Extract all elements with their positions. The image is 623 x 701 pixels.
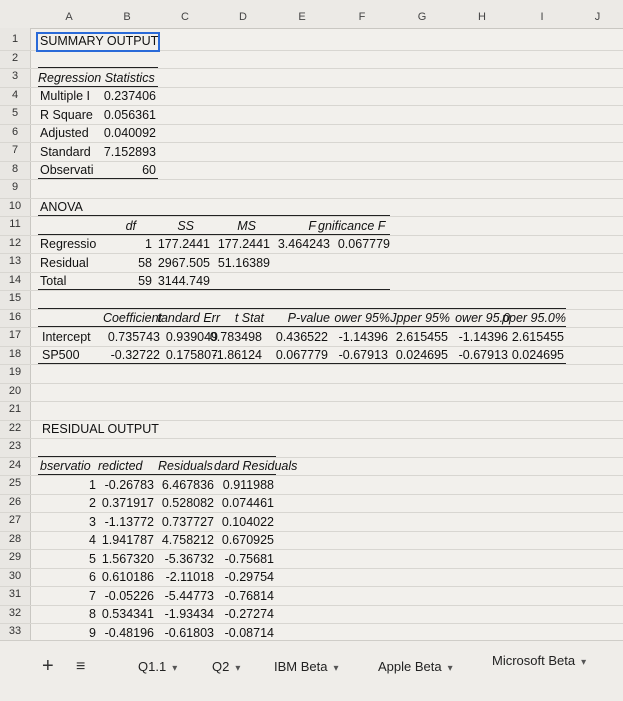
anova-header: F bbox=[308, 218, 316, 233]
row-header-21[interactable]: 21 bbox=[8, 403, 22, 415]
residual-observation: 4 bbox=[89, 533, 96, 547]
row-gridline bbox=[0, 87, 623, 88]
column-header-c[interactable]: C bbox=[181, 11, 189, 23]
add-sheet-button[interactable]: + bbox=[42, 655, 54, 677]
coef-value: -0.67913 bbox=[458, 348, 508, 362]
coef-value: 0.024695 bbox=[511, 348, 564, 362]
coef-value: 0.024695 bbox=[395, 348, 448, 362]
regstat-value: 7.152893 bbox=[103, 144, 156, 159]
residual-top-border bbox=[38, 456, 276, 457]
residual-predicted: -0.26783 bbox=[104, 477, 154, 492]
row-header-5[interactable]: 5 bbox=[11, 107, 19, 119]
coef-value: -1.86124 bbox=[212, 348, 262, 362]
residual-header: Residuals bbox=[158, 459, 213, 473]
coef-row-label: Intercept bbox=[42, 329, 91, 344]
row-header-17[interactable]: 17 bbox=[8, 329, 22, 341]
residual-standard: 0.074461 bbox=[221, 496, 274, 510]
anova-header: df bbox=[125, 218, 136, 233]
residual-predicted: 1.941787 bbox=[101, 533, 154, 547]
residual-standard: 0.911988 bbox=[222, 477, 274, 492]
residual-header-border bbox=[38, 474, 276, 475]
residual-observation: 9 bbox=[89, 625, 96, 640]
chevron-down-icon[interactable]: ▾ bbox=[333, 663, 339, 674]
column-header-i[interactable]: I bbox=[540, 11, 544, 23]
row-header-28[interactable]: 28 bbox=[8, 532, 22, 545]
sheet-tab-label: Q1.1 bbox=[138, 659, 167, 674]
anova-df: 59 bbox=[138, 274, 152, 288]
row-header-1[interactable]: 1 bbox=[11, 33, 19, 45]
coef-header: Coefficient bbox=[102, 311, 162, 325]
anova-ss: 3144.749 bbox=[157, 274, 210, 288]
anova-df: 1 bbox=[145, 237, 152, 251]
row-header-2[interactable]: 2 bbox=[11, 51, 19, 64]
coef-value: -1.14396 bbox=[338, 329, 388, 344]
residual-value: 4.758212 bbox=[161, 533, 214, 547]
row-header-32[interactable]: 32 bbox=[8, 606, 22, 619]
sheet-tab[interactable] bbox=[492, 653, 586, 668]
coef-value: -1.14396 bbox=[458, 329, 508, 344]
regstat-label: R Square bbox=[40, 107, 93, 122]
regstats-header-border bbox=[38, 86, 158, 87]
row-header-15[interactable]: 15 bbox=[8, 292, 22, 304]
row-header-6[interactable]: 6 bbox=[11, 125, 19, 138]
regstat-value: 60 bbox=[142, 163, 156, 177]
regstat-label: Adjusted bbox=[40, 126, 89, 140]
residual-standard: 0.670925 bbox=[221, 533, 274, 547]
regression-statistics-header: Regression Statistics bbox=[38, 70, 155, 85]
row-gridline bbox=[0, 142, 623, 143]
anova-header: gnificance F bbox=[318, 218, 386, 233]
residual-predicted: 0.371917 bbox=[101, 496, 154, 510]
residual-predicted: 0.534341 bbox=[101, 607, 154, 621]
sheet-tab[interactable] bbox=[378, 659, 453, 674]
row-header-23[interactable]: 23 bbox=[8, 440, 22, 452]
row-header-13[interactable]: 13 bbox=[8, 255, 22, 267]
sheet-tab[interactable] bbox=[212, 659, 240, 674]
coef-value: 0.735743 bbox=[107, 329, 160, 344]
coef-header: t Stat bbox=[234, 311, 264, 325]
anova-header: MS bbox=[237, 218, 256, 233]
coef-header-border bbox=[38, 326, 566, 327]
anova-ms: 51.16389 bbox=[217, 255, 270, 270]
row-header-33[interactable]: 33 bbox=[8, 625, 22, 637]
row-gridline bbox=[0, 124, 623, 125]
residual-observation: 6 bbox=[89, 570, 96, 584]
coef-header: tandard Err bbox=[157, 311, 220, 325]
residual-header: bservatio bbox=[40, 459, 91, 473]
residual-value: -2.11018 bbox=[165, 570, 214, 584]
anova-row-label: Regressio bbox=[40, 237, 97, 251]
anova-ss: 2967.505 bbox=[157, 255, 210, 270]
all-sheets-menu-icon[interactable]: ≡ bbox=[76, 658, 86, 675]
row-gridline bbox=[0, 253, 623, 254]
residual-predicted: -0.48196 bbox=[104, 625, 154, 640]
row-gridline bbox=[0, 383, 623, 384]
residual-header: redicted bbox=[98, 459, 143, 473]
regstat-label: Observati bbox=[40, 163, 94, 177]
residual-value: -0.61803 bbox=[164, 625, 214, 640]
anova-bottom-border bbox=[38, 289, 390, 290]
anova-top-border bbox=[38, 215, 390, 216]
anova-header: SS bbox=[177, 218, 194, 233]
row-header-20[interactable]: 20 bbox=[8, 384, 22, 397]
row-header-27[interactable]: 27 bbox=[8, 514, 22, 526]
regstat-label: Standard bbox=[40, 144, 91, 159]
column-header-h[interactable]: H bbox=[478, 11, 486, 23]
row-gridline bbox=[0, 290, 623, 291]
chevron-down-icon[interactable]: ▾ bbox=[235, 663, 241, 674]
residual-standard: 0.104022 bbox=[221, 514, 274, 529]
anova-row-label: Total bbox=[40, 274, 67, 288]
coef-value: 2.615455 bbox=[395, 329, 448, 344]
coef-header: ower 95.0 bbox=[455, 311, 510, 325]
residual-value: -1.93434 bbox=[164, 607, 214, 621]
row-gridline bbox=[0, 364, 623, 365]
column-header-g[interactable]: G bbox=[417, 11, 427, 23]
coef-value: 0.436522 bbox=[275, 329, 328, 344]
residual-observation: 7 bbox=[89, 588, 96, 603]
residual-predicted: -1.13772 bbox=[104, 514, 154, 529]
chevron-down-icon[interactable]: ▾ bbox=[447, 663, 453, 674]
sheet-tab-label: Q2 bbox=[212, 659, 230, 674]
coef-header: pper 95.0% bbox=[502, 311, 566, 325]
row-header-11[interactable]: 11 bbox=[9, 218, 21, 230]
residual-observation: 2 bbox=[89, 496, 96, 510]
row-header-26[interactable]: 26 bbox=[8, 495, 22, 508]
coef-bottom-border bbox=[38, 363, 566, 364]
coef-row-label: SP500 bbox=[42, 348, 80, 362]
coef-top-border bbox=[38, 308, 566, 309]
row-gridline bbox=[0, 198, 623, 199]
column-header-d[interactable]: D bbox=[239, 11, 247, 23]
coef-value: 2.615455 bbox=[511, 329, 564, 344]
residual-standard: -0.76814 bbox=[224, 588, 274, 603]
residual-value: 6.467836 bbox=[161, 477, 214, 492]
residual-value: 0.528082 bbox=[161, 496, 214, 510]
column-header-f[interactable]: F bbox=[358, 11, 366, 23]
residual-standard: -0.08714 bbox=[224, 625, 274, 640]
summary-title: SUMMARY OUTPUT bbox=[40, 33, 159, 48]
row-header-10[interactable]: 10 bbox=[8, 199, 22, 212]
row-header-31[interactable]: 31 bbox=[8, 588, 22, 600]
residual-observation: 8 bbox=[89, 607, 96, 621]
regstat-value: 0.056361 bbox=[103, 107, 156, 122]
sheet-tab-label: Microsoft Beta bbox=[492, 653, 576, 668]
residual-standard: -0.75681 bbox=[224, 551, 274, 566]
column-header-a[interactable]: A bbox=[65, 11, 73, 23]
row-gridline bbox=[0, 401, 623, 402]
column-header-b[interactable]: B bbox=[123, 11, 131, 23]
coef-header: Jpper 95% bbox=[390, 311, 450, 325]
regstats-bottom-border bbox=[38, 178, 158, 179]
residual-predicted: 0.610186 bbox=[101, 570, 154, 584]
residual-header: dard Residuals bbox=[214, 459, 298, 473]
residual-observation: 5 bbox=[89, 551, 96, 566]
sheet-tab-label: Apple Beta bbox=[378, 659, 442, 674]
anova-significance: 0.067779 bbox=[337, 237, 390, 251]
row-header-12[interactable]: 12 bbox=[8, 236, 22, 249]
anova-row-label: Residual bbox=[40, 255, 89, 270]
coef-header: ower 95% bbox=[334, 311, 390, 325]
row-gridline bbox=[0, 438, 623, 439]
regstat-value: 0.040092 bbox=[103, 126, 156, 140]
row-header-7[interactable]: 7 bbox=[11, 144, 19, 156]
coef-value: 0.939049 bbox=[165, 329, 218, 344]
row-gridline bbox=[0, 105, 623, 106]
coef-header: P-value bbox=[287, 311, 330, 325]
residual-standard: -0.27274 bbox=[224, 607, 274, 621]
sheet-tab-label: IBM Beta bbox=[274, 659, 328, 674]
row-header-22[interactable]: 22 bbox=[8, 421, 22, 434]
row-header-18[interactable]: 18 bbox=[8, 347, 22, 360]
coef-value: -0.67913 bbox=[338, 348, 388, 362]
row-header-16[interactable]: 16 bbox=[8, 310, 22, 323]
row-header-25[interactable]: 25 bbox=[8, 477, 22, 489]
residual-observation: 1 bbox=[89, 477, 96, 492]
row-header-3[interactable]: 3 bbox=[11, 70, 19, 82]
residual-value: -5.44773 bbox=[164, 588, 214, 603]
anova-title: ANOVA bbox=[40, 200, 83, 214]
residual-standard: -0.29754 bbox=[224, 570, 274, 584]
row-gridline bbox=[0, 272, 623, 273]
row-gridline bbox=[0, 457, 623, 458]
residual-observation: 3 bbox=[89, 514, 96, 529]
regstat-label: Multiple I bbox=[40, 89, 91, 103]
row-gridline bbox=[0, 179, 623, 180]
anova-ms: 177.2441 bbox=[217, 237, 270, 251]
residual-output-title: RESIDUAL OUTPUT bbox=[42, 422, 159, 436]
anova-df: 58 bbox=[138, 255, 152, 270]
selected-cell[interactable] bbox=[36, 32, 160, 52]
anova-header-border bbox=[38, 234, 390, 235]
row-header-9[interactable]: 9 bbox=[11, 181, 19, 193]
chevron-down-icon[interactable]: ▾ bbox=[581, 657, 587, 668]
sheet-tab[interactable] bbox=[138, 659, 177, 674]
regstat-value: 0.237406 bbox=[103, 89, 156, 103]
column-header-j[interactable]: J bbox=[594, 11, 601, 23]
anova-ss: 177.2441 bbox=[157, 237, 210, 251]
sheet-tab-bar bbox=[0, 640, 623, 701]
chevron-down-icon[interactable]: ▾ bbox=[172, 663, 178, 674]
coef-value: 0.783498 bbox=[209, 329, 262, 344]
column-header-e[interactable]: E bbox=[298, 11, 306, 23]
row-header-14[interactable]: 14 bbox=[8, 273, 22, 286]
row-header-19[interactable]: 19 bbox=[8, 366, 22, 378]
coef-value: 0.067779 bbox=[275, 348, 328, 362]
row-header-24[interactable]: 24 bbox=[8, 458, 22, 471]
row-header-8[interactable]: 8 bbox=[11, 162, 19, 175]
residual-value: -5.36732 bbox=[164, 551, 214, 566]
residual-predicted: -0.05226 bbox=[104, 588, 154, 603]
coef-value: -0.32722 bbox=[110, 348, 160, 362]
anova-f: 3.464243 bbox=[277, 237, 330, 251]
sheet-tab[interactable] bbox=[274, 659, 339, 674]
residual-predicted: 1.567320 bbox=[101, 551, 154, 566]
row-header-4[interactable]: 4 bbox=[11, 88, 19, 101]
row-header-29[interactable]: 29 bbox=[8, 551, 22, 563]
row-header-30[interactable]: 30 bbox=[8, 569, 22, 582]
coef-value: 0.175807 bbox=[165, 348, 218, 362]
regstats-top-border bbox=[38, 67, 158, 68]
residual-value: 0.737727 bbox=[161, 514, 214, 529]
